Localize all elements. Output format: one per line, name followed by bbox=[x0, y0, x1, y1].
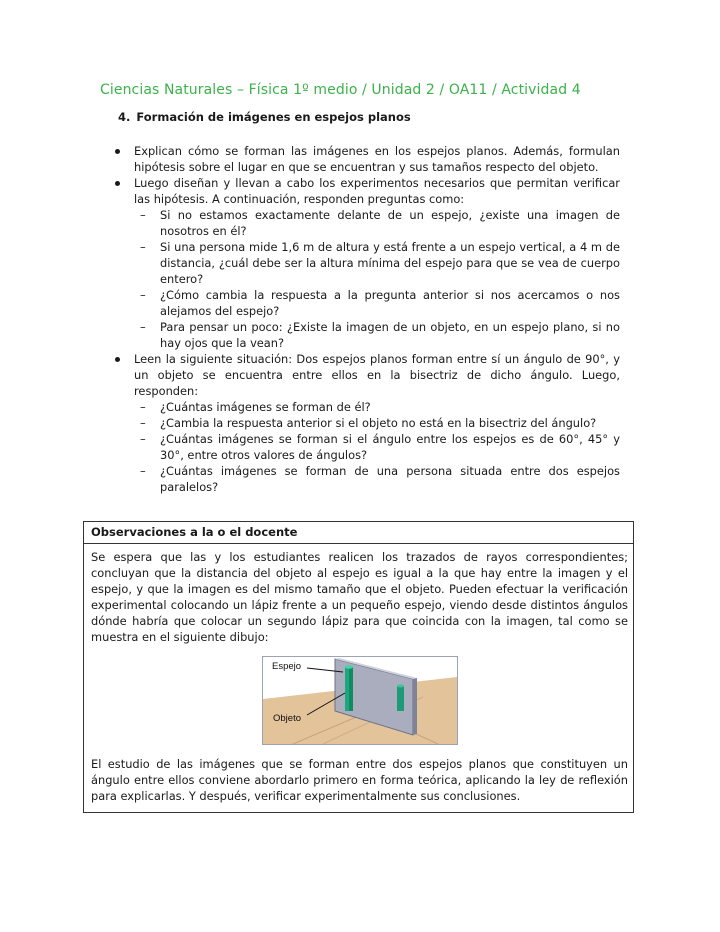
question-item: – Para pensar un poco: ¿Existe la imagen de un objeto, en un espejo plano, si no hay ojos que la vean? bbox=[134, 319, 620, 351]
question-item: – ¿Cuántas imágenes se forman de una persona situada entre dos espejos paralelos? bbox=[134, 463, 620, 495]
mirror-edge bbox=[413, 678, 417, 735]
question-item: – Si no estamos exactamente delante de un espejo, ¿existe una imagen de nosotros en él? bbox=[134, 207, 620, 239]
bullet-list bbox=[104, 143, 620, 495]
pencil-image-shape bbox=[397, 686, 404, 711]
document-header: Ciencias Naturales – Física 1º medio / Unidad 2 / OA11 / Actividad 4 bbox=[100, 82, 581, 98]
section-title-text: Formación de imágenes en espejos planos bbox=[136, 110, 411, 124]
question-item: – ¿Cambia la respuesta anterior si el objeto no está en la bisectriz del ángulo? bbox=[134, 415, 620, 431]
question-list bbox=[134, 207, 620, 351]
bullet-text: Explican cómo se forman las imágenes en los espejos planos. Además, formulan hipótesis sobre el lugar en que se encuentran y sus tamaños respecto del objeto. bbox=[134, 144, 620, 174]
observations-paragraph: El estudio de las imágenes que se forman entre dos espejos planos que constituyen un ángulo entre ellos conviene abordarlo primero en forma teórica, aplicando la ley de reflexión para explicarlas. Y después, verificar experimentalmente sus conclusiones. bbox=[91, 757, 628, 803]
bullet-item bbox=[104, 175, 620, 351]
question-list bbox=[134, 399, 620, 495]
question-item: – ¿Cuántas imágenes se forman de él? bbox=[134, 399, 620, 415]
pencil-object-shade bbox=[349, 667, 353, 711]
bullet-item bbox=[104, 351, 620, 495]
pencil-object-top bbox=[345, 665, 353, 669]
bullet-item bbox=[104, 143, 620, 175]
pencil-image-top bbox=[397, 685, 404, 688]
mirror-label: Espejo bbox=[272, 661, 302, 672]
observations-paragraph: Se espera que las y los estudiantes realicen los trazados de rayos correspondientes; concluyan que la distancia del objeto al espejo es igual a la que hay entre la imagen y el espejo, y que la imagen es del mismo tamaño que el objeto. Pueden efectuar la verificación experimental colocando un lápiz frente a un pequeño espejo, viendo desde distintos ángulos dónde habría que colocar un segundo lápiz para que coincida con la imagen, tal como se muestra en el siguiente dibujo: bbox=[91, 550, 628, 644]
mirror-figure bbox=[262, 656, 458, 745]
object-label: Objeto bbox=[273, 713, 301, 724]
observations-title: Observaciones a la o el docente bbox=[91, 525, 298, 539]
question-item: – Si una persona mide 1,6 m de altura y está frente a un espejo vertical, a 4 m de distancia, ¿cuál debe ser la altura mínima del espejo para que se vea de cuerpo entero? bbox=[134, 239, 620, 287]
section-title bbox=[118, 110, 411, 124]
section-number: 4. bbox=[118, 110, 131, 124]
question-item: – ¿Cuántas imágenes se forman si el ángulo entre los espejos es de 60°, 45° y 30°, entre otros valores de ángulos? bbox=[134, 431, 620, 463]
question-item: – ¿Cómo cambia la respuesta a la pregunta anterior si nos acercamos o nos alejamos del espejo? bbox=[134, 287, 620, 319]
observations-divider bbox=[84, 543, 633, 544]
teacher-observations-box bbox=[83, 521, 634, 813]
bullet-text: Luego diseñan y llevan a cabo los experimentos necesarios que permitan verificar las hipótesis. A continuación, responden preguntas como: bbox=[134, 176, 620, 206]
bullet-text: Leen la siguiente situación: Dos espejos planos forman entre sí un ángulo de 90°, y un objeto se encuentra entre ellos en la bisectriz de dicho ángulo. Luego, responden: bbox=[134, 352, 620, 398]
activity-content bbox=[104, 143, 620, 495]
